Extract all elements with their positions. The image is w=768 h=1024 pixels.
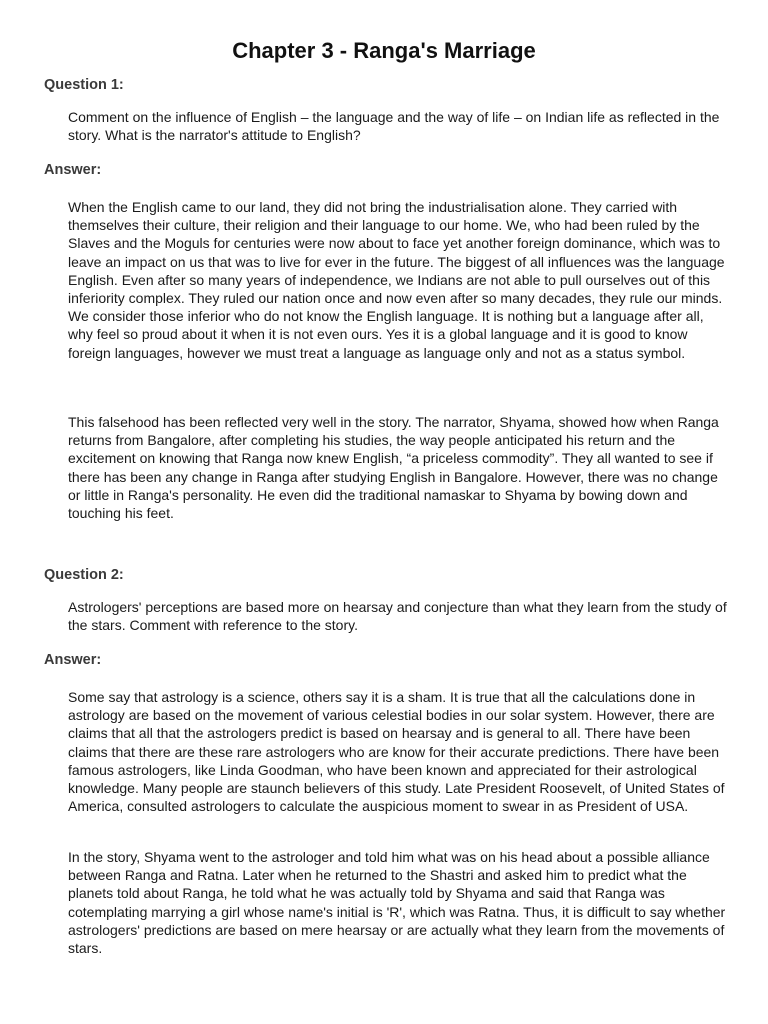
question-1-text: Comment on the influence of English – the language and the way of life – on Indian life as reflected in the story. What is the narrator's attitude to English? — [68, 109, 720, 144]
answer-2-label: Answer: — [44, 652, 102, 668]
page-title: Chapter 3 - Ranga's Marriage — [232, 38, 536, 63]
question-2-label: Question 2: — [44, 567, 124, 583]
answer-2-paragraph-2: In the story, Shyama went to the astrologer and told him what was on his head about a possible alliance between Ranga and Ratna. Later when he returned to the Shastri and asked him to predict what the planets told about Ranga, he told what he was actually told by Shyama and said that Ranga was cotemplating marrying a girl whose name's initial is 'R', which was Ratna. Thus, it is difficult to say whether astrologers' predictions are based on mere hearsay or are actually what they learn from the movements of stars. — [68, 849, 726, 957]
question-2-text: Astrologers' perceptions are based more on hearsay and conjecture than what they learn from the study of the stars. Comment with reference to the story. — [68, 599, 727, 634]
answer-1-label: Answer: — [44, 162, 102, 178]
answer-1-paragraph-1: When the English came to our land, they did not bring the industrialisation alone. They carried with themselves their culture, their religion and their language to our home. We, who had been ruled by the Slaves and the Moguls for centuries were now about to face yet another foreign dominance, which was to leave an impact on us that was to live for ever in the future. The biggest of all influences was the language English. Even after so many years of independence, we Indians are not able to pull ourselves out of this inferiority complex. They ruled our nation once and now even after so many decades, they rule our minds. We consider those inferior who do not know the English language. It is nothing but a language after all, why feel so proud about it when it is not even ours. Yes it is a global language and it is good to know foreign languages, however we must treat a language as language only and not as a status symbol. — [68, 199, 725, 361]
answer-2-paragraph-1: Some say that astrology is a science, others say it is a sham. It is true that all the calculations done in astrology are based on the movement of various celestial bodies in our solar system. However, there are claims that all that the astrologers predict is based on hearsay and is general to all. There have been claims that there are these rare astrologers who are know for their accurate predictions. There have been famous astrologers, like Linda Goodman, who have been known and appreciated for their astrological knowledge. Many people are staunch believers of this study. Late President Roosevelt, of United States of America, consulted astrologers to calculate the auspicious moment to swear in as President of USA. — [68, 689, 725, 815]
question-1-label: Question 1: — [44, 77, 124, 93]
answer-1-paragraph-2: This falsehood has been reflected very well in the story. The narrator, Shyama, showed how when Ranga returns from Bangalore, after completing his studies, the way people anticipated his return and the excitement on knowing that Ranga now knew English, “a priceless commodity”. They all wanted to see if there has been any change in Ranga after studying English in Bangalore. However, there was no change or little in Ranga's personality. He even did the traditional namaskar to Shyama by bowing down and touching his feet. — [68, 414, 719, 522]
